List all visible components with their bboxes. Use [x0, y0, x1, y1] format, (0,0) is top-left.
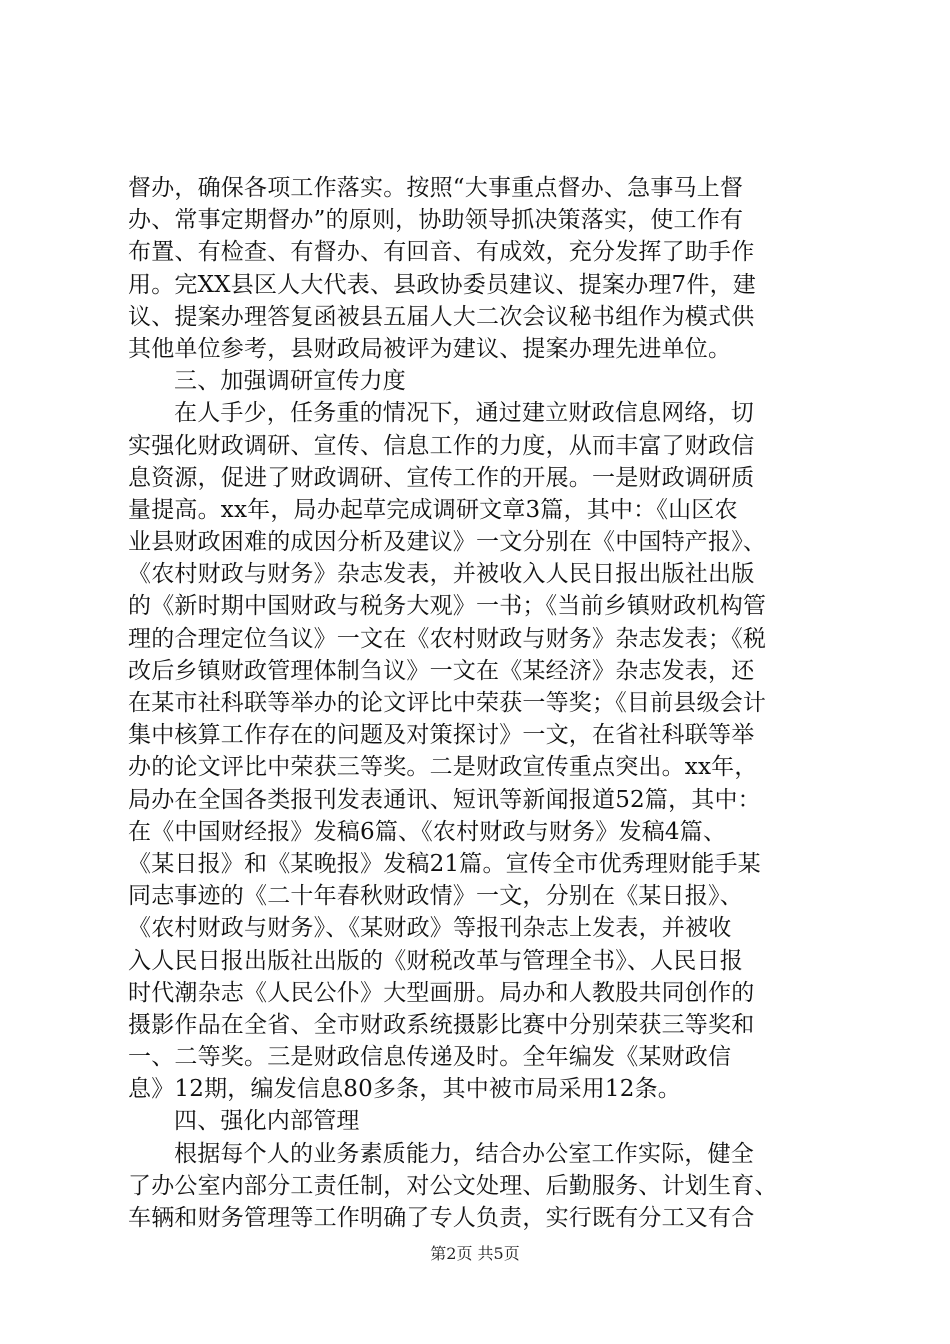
text-line: 《农村财政与财务》杂志发表，并被收入人民日报出版社出版	[128, 561, 755, 588]
text-line: 一、二等奖。三是财政信息传递及时。全年编发《某财政信	[128, 1044, 732, 1071]
text-line: 用。完XX县区人大代表、县政协委员建议、提案办理7件，建	[128, 271, 756, 298]
text-line: 实强化财政调研、宣传、信息工作的力度，从而丰富了财政信	[128, 432, 755, 459]
text-line: 改后乡镇财政管理体制刍议》一文在《某经济》杂志发表，还	[128, 657, 755, 684]
text-line: 时代潮杂志《人民公仆》大型画册。局办和人教股共同创作的	[128, 979, 755, 1006]
text-line: 其他单位参考，县财政局被评为建议、提案办理先进单位。	[128, 335, 732, 362]
text-line: 《某日报》和《某晚报》发稿21篇。宣传全市优秀理财能手某	[128, 850, 761, 877]
paragraph-first-line: 在人手少，任务重的情况下，通过建立财政信息网络，切	[174, 400, 754, 427]
text-line: 办、常事定期督办”的原则，协助领导抓决策落实，使工作有	[128, 207, 744, 234]
text-line: 布置、有检查、有督办、有回音、有成效，充分发挥了助手作	[128, 239, 755, 266]
text-line: 督办，确保各项工作落实。按照“大事重点督办、急事马上督	[128, 175, 744, 201]
text-line: 同志事迹的《二十年春秋财政情》一文，分别在《某日报》、	[128, 883, 743, 910]
text-line: 息》12期，编发信息80多条，其中被市局采用12条。	[128, 1076, 681, 1103]
text-line: 在某市社科联等举办的论文评比中荣获一等奖；《目前县级会计	[128, 690, 767, 716]
body-text	[128, 172, 832, 1234]
text-line: 业县财政困难的成因分析及建议》一文分别在《中国特产报》、	[128, 529, 767, 556]
text-line: 了办公室内部分工责任制，对公文处理、后勤服务、计划生育、	[128, 1172, 778, 1199]
paragraph-first-line: 三、加强调研宣传力度	[174, 368, 406, 395]
text-line: 在《中国财经报》发稿6篇、《农村财政与财务》发稿4篇、	[128, 818, 727, 845]
text-line: 《农村财政与财务》、《某财政》等报刊杂志上发表，并被收	[128, 915, 732, 942]
text-line: 集中核算工作存在的问题及对策探讨》一文，在省社科联等举	[128, 722, 755, 749]
page-number-footer: 第2页 共5页	[430, 1244, 520, 1263]
text-line: 局办在全国各类报刊发表通讯、短讯等新闻报道52篇，其中：	[128, 786, 761, 813]
text-line: 息资源，促进了财政调研、宣传工作的开展。一是财政调研质	[128, 464, 755, 491]
text-line: 议、提案办理答复函被县五届人大二次会议秘书组作为模式供	[128, 303, 755, 330]
text-line: 办的论文评比中荣获三等奖。二是财政宣传重点突出。xx年，	[128, 754, 758, 781]
text-line: 车辆和财务管理等工作明确了专人负责，实行既有分工又有合	[128, 1205, 755, 1231]
text-line: 理的合理定位刍议》一文在《农村财政与财务》杂志发表；《税	[128, 625, 767, 652]
paragraph-first-line: 根据每个人的业务素质能力，结合办公室工作实际，健全	[174, 1140, 754, 1167]
text-line: 的《新时期中国财政与税务大观》一书；《当前乡镇财政机构管	[128, 593, 767, 620]
text-line: 摄影作品在全省、全市财政系统摄影比赛中分别荣获三等奖和	[128, 1011, 755, 1038]
paragraph-first-line: 四、强化内部管理	[174, 1108, 360, 1135]
text-line: 入人民日报出版社出版的《财税改革与管理全书》、人民日报	[128, 947, 743, 974]
text-line: 量提高。xx年，局办起草完成调研文章3篇，其中：《山区农	[128, 496, 738, 523]
